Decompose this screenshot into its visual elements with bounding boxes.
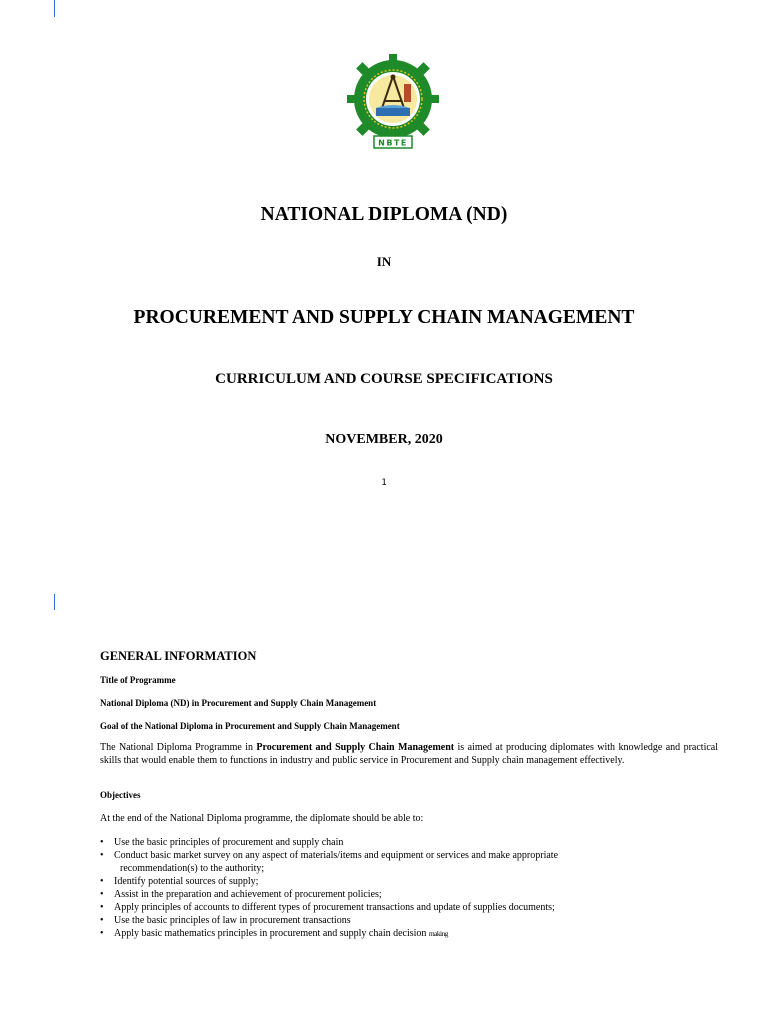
programme-title-value: National Diploma (ND) in Procurement and Supply Chain Management — [100, 698, 377, 708]
page-number: 1 — [381, 478, 387, 488]
objectives-label: Objectives — [100, 790, 141, 800]
title-connector: IN — [376, 254, 392, 269]
list-item: • Use the basic principles of procurement and supply chain — [100, 837, 344, 848]
text-cursor-marker — [54, 0, 55, 17]
document-title: NATIONAL DIPLOMA (ND) — [260, 204, 508, 225]
text-cursor-marker — [54, 594, 55, 610]
list-item: • Identify potential sources of supply; — [100, 875, 259, 887]
goal-paragraph: The National Diploma Programme in Procurement and Supply Chain Management is aimed at producing diplomates with knowledge and practical skills that would enable them to functions in industry and public service in Procurement and Supply chain management effectively. — [100, 742, 718, 766]
list-item: • Apply basic mathematics principles in procurement and supply chain decision making — [100, 928, 448, 940]
objectives-list — [100, 837, 700, 941]
document-date: NOVEMBER, 2020 — [325, 432, 443, 447]
list-item: • Assist in the preparation and achievement of procurement policies; — [100, 888, 382, 900]
list-item: • Conduct basic market survey on any aspect of materials/items and equipment or services and make appropriate recommendation(s) to the authority; — [100, 850, 559, 874]
list-item: • Use the basic principles of law in procurement transactions — [100, 915, 351, 927]
goal-label: Goal of the National Diploma in Procurement and Supply Chain Management — [100, 721, 400, 731]
document-subtitle: CURRICULUM AND COURSE SPECIFICATIONS — [215, 371, 553, 387]
nbte-logo — [346, 54, 440, 152]
objectives-intro: At the end of the National Diploma programme, the diplomate should be able to: — [100, 813, 424, 824]
title-of-programme-label: Title of Programme — [100, 675, 176, 685]
svg-text:NBTE: NBTE — [378, 138, 408, 148]
list-item: • Apply principles of accounts to different types of procurement transactions and update of supplies documents; — [100, 901, 555, 913]
section-heading: GENERAL INFORMATION — [100, 649, 257, 663]
programme-title: PROCUREMENT AND SUPPLY CHAIN MANAGEMENT — [133, 307, 635, 328]
